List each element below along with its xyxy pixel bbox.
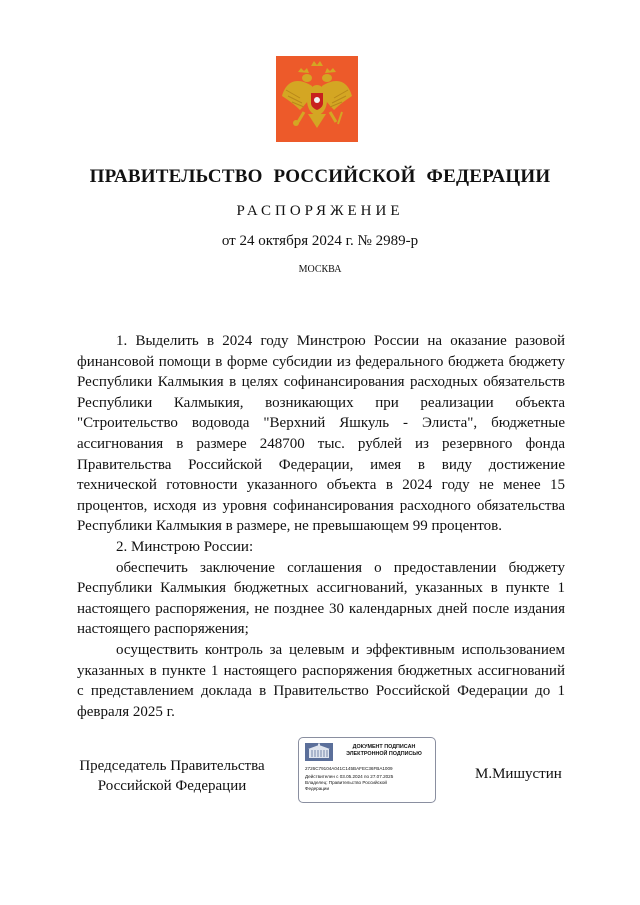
paragraph-4: осуществить контроль за целевым и эффективным использованием указанных в пункте 1 настоящего распоряжения бюджетных ассигнований с представлением доклада в Правительство Российской Федерации до 1 февраля 2025 г. (77, 641, 565, 720)
signatory-position-line2: Российской Федерации (97, 778, 247, 794)
electronic-signature-stamp (298, 737, 436, 803)
stamp-owner-line1: Владелец: Правительство Российской (305, 780, 387, 785)
government-building-icon (305, 743, 333, 761)
stamp-certificate: 2726C79104A041C145BAFEC36FBA1009 (305, 766, 393, 771)
stamp-heading-line2: ЭЛЕКТРОННОЙ ПОДПИСЬЮ (346, 751, 422, 757)
signatory-name: М.Мишустин (475, 766, 562, 782)
paragraph-3: обеспечить заключение соглашения о предоставлении бюджету Республики Калмыкия бюджетных ассигнований, указанных в пункте 1 настоящего распоряжения, не позднее 30 календарных дней после издания настоящего распоряжения; (77, 559, 565, 638)
stamp-validity: Действителен с 03.05.2024 по 27.07.2025 (305, 774, 394, 779)
signatory-position (77, 756, 267, 796)
stamp-heading-line1: ДОКУМЕНТ ПОДПИСАН (352, 744, 416, 750)
paragraph-2: 2. Минстрою России: (116, 538, 254, 555)
paragraph-1: 1. Выделить в 2024 году Минстрою России на оказание разовой финансовой помощи в форме субсидии из федерального бюджета бюджету Республики Калмыкия в целях софинансирования расходных обязательств Республики Калмыкия, возникающих при реализации объекта "Строительство водовода "Верхний Яшкуль - Элиста", бюджетные ассигнования в размере 248700 тыс. рублей из резервного фонда Правительства Российской Федерации, имея в виду достижение технической готовности указанного объекта в 2024 году не менее 15 процентов, исходя из уровня софинансирования расходного обязательства Республики Калмыкия в размере, не превышающем 99 процентов. (77, 333, 565, 535)
stamp-heading (335, 744, 433, 758)
document-type: РАСПОРЯЖЕНИЕ (236, 203, 404, 219)
coat-of-arms-icon (276, 56, 358, 142)
stamp-owner-line2: Федерации (305, 786, 330, 791)
document-authority-title: ПРАВИТЕЛЬСТВО РОССИЙСКОЙ ФЕДЕРАЦИИ (89, 166, 551, 187)
signatory-position-line1: Председатель Правительства (79, 758, 265, 774)
document-date-number: от 24 октября 2024 г. № 2989-р (221, 233, 419, 249)
document-body (77, 331, 565, 722)
document-city: МОСКВА (298, 264, 342, 275)
